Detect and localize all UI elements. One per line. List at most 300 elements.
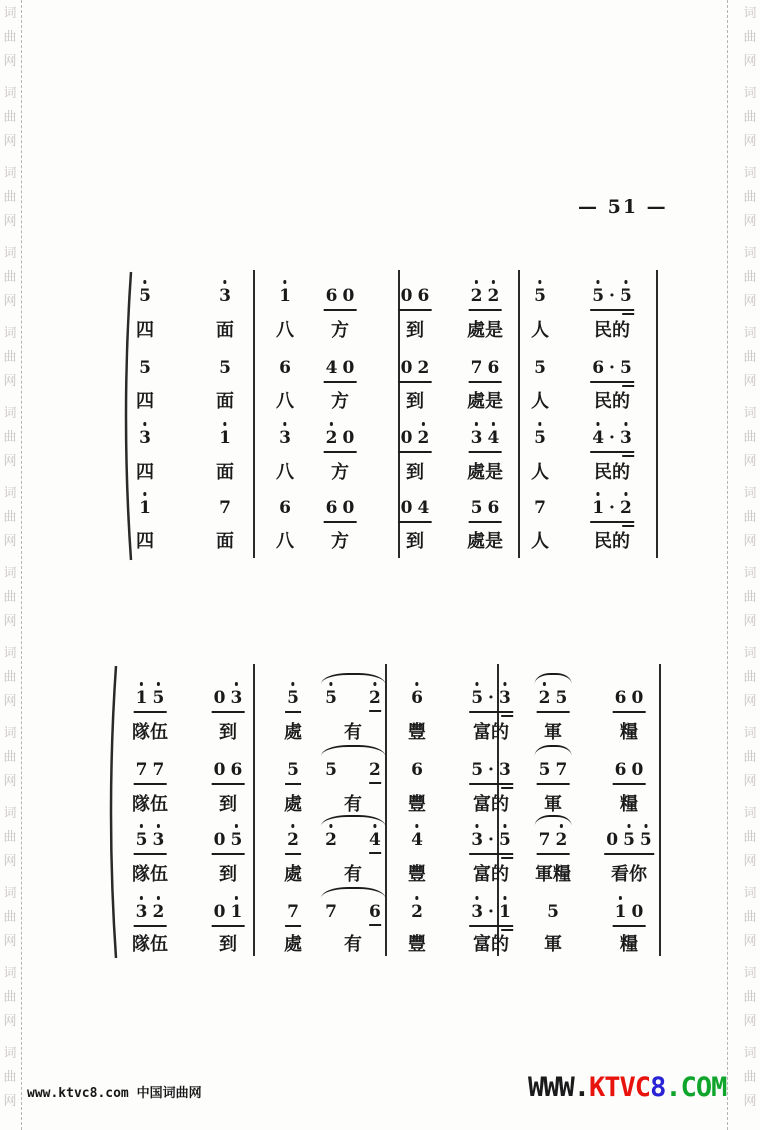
watermark-char: 网 — [743, 1094, 757, 1109]
beat-group — [469, 760, 513, 785]
logo-part: .COM — [665, 1072, 727, 1103]
beat-group — [613, 760, 646, 785]
note-cell — [285, 688, 301, 713]
watermark-char: 曲 — [743, 830, 757, 845]
octave-dot — [503, 682, 507, 686]
octave-dot — [503, 824, 507, 828]
beat-group — [399, 428, 432, 453]
note-cell — [324, 498, 357, 523]
watermark-char: 词 — [743, 246, 757, 261]
note-cell — [217, 498, 233, 518]
note-char: 5 — [470, 498, 483, 518]
note-cell — [212, 830, 245, 855]
watermark-char: 网 — [743, 934, 757, 949]
note-char: 1 — [139, 499, 151, 518]
note-char: 0 — [342, 498, 355, 518]
note-char: 5 — [139, 358, 151, 378]
watermark-group — [740, 82, 760, 154]
note-char: 5 — [534, 358, 546, 378]
watermark-column-left — [0, 0, 20, 1130]
watermark-char: 曲 — [3, 1070, 17, 1085]
note-cell — [590, 286, 634, 311]
watermark-char: 网 — [3, 54, 17, 69]
note-cell — [469, 902, 513, 927]
note-char: 7 — [135, 760, 148, 780]
beat-group — [137, 428, 153, 448]
watermark-group — [0, 722, 20, 794]
beat-group — [324, 498, 357, 523]
octave-dot — [596, 422, 600, 426]
octave-dot — [475, 682, 479, 686]
note-char: 2 — [287, 831, 299, 850]
beat-group — [323, 688, 383, 712]
note-cell — [545, 902, 561, 922]
watermark-char: 网 — [3, 934, 17, 949]
final-barline — [659, 664, 661, 956]
system-brace — [103, 662, 119, 962]
watermark-char: 词 — [3, 966, 17, 981]
note-cell — [537, 760, 570, 785]
note-char: 2 — [369, 689, 381, 712]
note-cell — [409, 688, 425, 708]
watermark-char: 网 — [3, 534, 17, 549]
octave-dot — [157, 824, 161, 828]
beat-group — [137, 358, 153, 378]
lyric-cell: 軍糧 — [535, 864, 571, 885]
slur-arc — [321, 745, 385, 756]
watermark-char: 曲 — [3, 430, 17, 445]
lyric-cell: 面 — [216, 462, 234, 483]
note-cell — [532, 358, 548, 378]
octave-dot — [475, 896, 479, 900]
beat-group — [399, 358, 432, 383]
lyric-cell: 四 — [136, 320, 154, 341]
beat-group — [469, 286, 502, 311]
watermark-char: 词 — [3, 166, 17, 181]
note-char: 3 — [139, 429, 151, 448]
octave-dot — [415, 824, 419, 828]
note-cell — [134, 688, 167, 713]
note-char: 5 — [547, 902, 559, 922]
note-char: 2 — [471, 287, 483, 306]
octave-dot — [644, 824, 648, 828]
lyric-cell: 豐 — [408, 864, 426, 885]
watermark-char: 词 — [743, 966, 757, 981]
lyric-cell: 隊伍 — [132, 934, 168, 955]
octave-dot — [415, 896, 419, 900]
watermark-char: 网 — [743, 774, 757, 789]
beat-group — [469, 688, 513, 713]
note-char: 7 — [219, 498, 231, 518]
lyric-cell: 有 — [344, 722, 362, 743]
note-cell — [469, 428, 502, 453]
lyric-cell: 隊伍 — [132, 794, 168, 815]
note-char: 0 — [342, 358, 355, 378]
note-char: 3 — [471, 903, 483, 922]
note-cell — [590, 428, 634, 453]
octave-dot — [475, 824, 479, 828]
note-char: · — [609, 498, 615, 518]
barline — [253, 270, 255, 558]
lyric-cell: 到 — [406, 320, 424, 341]
beat-group — [399, 286, 432, 311]
octave-dot — [596, 492, 600, 496]
lyric-cell: 到 — [219, 794, 237, 815]
note-char: 0 — [631, 688, 644, 708]
watermark-char: 词 — [743, 326, 757, 341]
lyric-cell: 方 — [331, 391, 349, 412]
lyric-cell: 到 — [219, 722, 237, 743]
lyric-cell: 軍 — [544, 934, 562, 955]
watermark-char: 曲 — [3, 30, 17, 45]
note-char: 6 — [592, 358, 605, 378]
slur-arc — [535, 815, 572, 826]
lyric-cell: 富的 — [473, 934, 509, 955]
octave-dot — [422, 422, 426, 426]
note-cell — [277, 428, 293, 448]
octave-dot — [223, 422, 227, 426]
watermark-char: 曲 — [3, 110, 17, 125]
watermark-group — [740, 882, 760, 954]
lyric-cell: 人 — [531, 462, 549, 483]
note-char: · — [488, 760, 494, 780]
slur-arc — [321, 887, 385, 898]
beat-group — [323, 830, 383, 854]
lyric-cell: 隊伍 — [132, 722, 168, 743]
note-char: 3 — [231, 689, 243, 708]
note-cell — [212, 760, 245, 785]
note-char: 6 — [614, 760, 627, 780]
watermark-char: 曲 — [743, 750, 757, 765]
note-char: 2 — [539, 689, 551, 708]
watermark-char: 词 — [743, 566, 757, 581]
note-char: 5 — [325, 689, 337, 708]
watermark-group — [740, 802, 760, 874]
lyric-cell: 糧 — [620, 794, 638, 815]
beat-group — [212, 830, 245, 855]
watermark-char: 网 — [743, 294, 757, 309]
watermark-char: 曲 — [3, 830, 17, 845]
beat-group — [545, 902, 561, 922]
watermark-char: 词 — [743, 646, 757, 661]
note-char: 6 — [279, 358, 291, 378]
lyric-cell: 豐 — [408, 722, 426, 743]
note-char: 6 — [325, 498, 338, 518]
beat-group — [532, 428, 548, 448]
octave-dot — [157, 682, 161, 686]
beat-group — [285, 830, 301, 855]
note-char: 3 — [279, 429, 291, 448]
note-cell — [212, 688, 245, 713]
note-char: 1 — [592, 499, 604, 518]
watermark-char: 网 — [3, 134, 17, 149]
logo-part: 8 — [650, 1072, 666, 1103]
note-char: 2 — [418, 429, 430, 448]
note-char: 5 — [136, 831, 148, 850]
barline — [385, 664, 387, 956]
watermark-group — [0, 802, 20, 874]
beat-group — [409, 902, 425, 922]
note-char: 0 — [631, 760, 644, 780]
lyric-cell: 豐 — [408, 934, 426, 955]
note-cell — [537, 830, 570, 855]
note-cell — [134, 830, 167, 855]
footer-credit: www.ktvc8.com 中国词曲网 — [27, 1086, 202, 1101]
watermark-char: 网 — [743, 54, 757, 69]
note-char: 5 — [499, 831, 511, 850]
beat-group — [469, 358, 502, 383]
note-char: 0 — [606, 830, 619, 850]
lyric-cell: 有 — [344, 864, 362, 885]
page-number: — 51 — — [578, 196, 668, 218]
double-underline — [501, 787, 513, 789]
octave-dot — [143, 492, 147, 496]
beat-group — [590, 358, 634, 383]
note-char: 0 — [342, 286, 355, 306]
note-cell — [399, 286, 432, 311]
note-char: 2 — [153, 903, 165, 922]
beat-group — [613, 688, 646, 713]
beat-group — [469, 830, 513, 855]
music-system-1 — [118, 268, 666, 564]
beat-group — [217, 358, 233, 378]
watermark-group — [0, 1042, 20, 1114]
note-char: 4 — [417, 498, 430, 518]
watermark-group — [0, 162, 20, 234]
double-underline — [501, 715, 513, 717]
watermark-column-right — [740, 0, 760, 1130]
note-char: 2 — [488, 287, 500, 306]
note-cell — [285, 760, 301, 785]
octave-dot — [140, 682, 144, 686]
beat-group — [134, 902, 167, 927]
beat-group — [469, 428, 502, 453]
note-char: 0 — [400, 358, 413, 378]
beat-group — [324, 428, 357, 453]
watermark-char: 词 — [743, 166, 757, 181]
note-char: 5 — [287, 760, 299, 780]
note-cell — [532, 498, 548, 518]
note-char: 6 — [487, 358, 500, 378]
lyric-cell: 軍 — [544, 794, 562, 815]
watermark-char: 网 — [743, 854, 757, 869]
note-cell — [137, 286, 153, 306]
watermark-group — [0, 882, 20, 954]
beat-group — [323, 760, 383, 784]
lyric-cell: 八 — [276, 320, 294, 341]
lyric-cell: 到 — [219, 864, 237, 885]
note-char: 5 — [231, 831, 243, 850]
final-barline — [656, 270, 658, 558]
octave-dot — [624, 280, 628, 284]
note-char: 5 — [471, 760, 484, 780]
note-char: 7 — [555, 760, 568, 780]
beat-group — [217, 428, 233, 448]
note-cell — [277, 358, 293, 378]
note-char: 5 — [534, 429, 546, 448]
lyric-cell: 民的 — [594, 462, 630, 483]
right-dashed-border — [727, 0, 728, 1130]
note-cell — [137, 428, 153, 448]
beat-group — [134, 760, 167, 785]
octave-dot — [223, 280, 227, 284]
beat-group — [217, 286, 233, 306]
watermark-group — [740, 642, 760, 714]
watermark-char: 词 — [3, 566, 17, 581]
logo-part: KTVC — [589, 1072, 651, 1103]
watermark-char: 词 — [3, 806, 17, 821]
watermark-char: 曲 — [743, 990, 757, 1005]
watermark-char: 网 — [743, 134, 757, 149]
octave-dot — [235, 824, 239, 828]
watermark-char: 曲 — [743, 910, 757, 925]
beat-group — [217, 498, 233, 518]
note-char: 7 — [287, 902, 299, 922]
note-cell — [324, 286, 357, 311]
barline — [253, 664, 255, 956]
octave-dot — [140, 824, 144, 828]
octave-dot — [624, 492, 628, 496]
note-char: 3 — [498, 760, 511, 780]
note-char: 5 — [555, 688, 568, 708]
note-char: 6 — [279, 498, 291, 518]
note-char: 0 — [213, 688, 226, 708]
watermark-char: 网 — [3, 214, 17, 229]
beat-group — [537, 760, 570, 785]
note-char: 0 — [400, 428, 413, 448]
octave-dot — [624, 422, 628, 426]
note-cell — [399, 428, 432, 453]
note-cell — [324, 428, 357, 453]
note-char: 5 — [153, 689, 165, 708]
note-char: 2 — [417, 358, 430, 378]
watermark-char: 词 — [3, 326, 17, 341]
lyric-cell: 處 — [284, 794, 302, 815]
beat-group — [277, 498, 293, 518]
note-char: 5 — [592, 287, 604, 306]
note-char: 1 — [219, 429, 231, 448]
watermark-char: 词 — [3, 726, 17, 741]
note-cell — [532, 428, 548, 448]
lyric-cell: 富的 — [473, 864, 509, 885]
note-char: 7 — [538, 830, 551, 850]
barline — [518, 270, 520, 558]
beat-group — [212, 902, 245, 927]
lyric-cell: 到 — [406, 531, 424, 552]
note-char: 5 — [325, 760, 337, 780]
note-char: 0 — [342, 428, 355, 448]
note-char: 3 — [136, 903, 148, 922]
watermark-char: 词 — [3, 646, 17, 661]
lyric-cell: 八 — [276, 462, 294, 483]
beat-group — [590, 498, 634, 523]
note-char: 6 — [230, 760, 243, 780]
lyric-cell: 四 — [136, 391, 154, 412]
note-cell — [399, 358, 432, 383]
beat-group — [469, 902, 513, 927]
note-cell — [590, 358, 634, 383]
watermark-char: 词 — [3, 886, 17, 901]
note-cell — [137, 498, 153, 518]
note-cell — [469, 760, 513, 785]
note-cell — [285, 830, 301, 855]
lyric-cell: 軍 — [544, 722, 562, 743]
note-char: 0 — [213, 830, 226, 850]
watermark-char: 曲 — [743, 350, 757, 365]
lyric-cell: 到 — [219, 934, 237, 955]
beat-group — [399, 498, 432, 523]
double-underline — [501, 857, 513, 859]
beat-group — [613, 902, 646, 927]
note-char: 0 — [631, 902, 644, 922]
watermark-group — [740, 162, 760, 234]
lyric-cell: 面 — [216, 531, 234, 552]
note-char: · — [488, 688, 494, 708]
lyric-cell: 富的 — [473, 722, 509, 743]
watermark-group — [0, 2, 20, 74]
note-cell — [324, 358, 357, 383]
note-char: 5 — [619, 358, 632, 378]
lyric-cell: 方 — [331, 462, 349, 483]
beat-group — [277, 286, 293, 306]
watermark-char: 网 — [3, 454, 17, 469]
note-char: 6 — [325, 286, 338, 306]
note-cell — [537, 688, 570, 713]
lyric-cell: 處是 — [467, 391, 503, 412]
watermark-group — [0, 402, 20, 474]
watermark-char: 词 — [743, 1046, 757, 1061]
watermark-char: 网 — [3, 854, 17, 869]
watermark-char: 词 — [743, 806, 757, 821]
lyric-cell: 處是 — [467, 462, 503, 483]
watermark-char: 曲 — [3, 350, 17, 365]
slur-arc — [321, 815, 385, 826]
note-char: 5 — [538, 760, 551, 780]
note-char: 5 — [287, 689, 299, 708]
note-cell — [277, 498, 293, 518]
beat-group — [212, 688, 245, 713]
watermark-group — [740, 402, 760, 474]
octave-dot — [157, 896, 161, 900]
note-cell — [532, 286, 548, 306]
watermark-group — [0, 962, 20, 1034]
watermark-char: 词 — [743, 86, 757, 101]
note-char: 1 — [615, 903, 627, 922]
octave-dot — [283, 422, 287, 426]
watermark-group — [0, 82, 20, 154]
lyric-cell: 糧 — [620, 934, 638, 955]
beat-group — [212, 760, 245, 785]
watermark-char: 曲 — [743, 270, 757, 285]
lyric-cell: 人 — [531, 391, 549, 412]
note-char: 7 — [534, 498, 546, 518]
watermark-group — [0, 242, 20, 314]
beat-group — [532, 358, 548, 378]
lyric-cell: 四 — [136, 462, 154, 483]
note-char: · — [609, 286, 615, 306]
lyric-cell: 處 — [284, 864, 302, 885]
octave-dot — [492, 422, 496, 426]
lyric-cell: 富的 — [473, 794, 509, 815]
note-char: 2 — [556, 831, 568, 850]
watermark-char: 网 — [3, 614, 17, 629]
octave-dot — [503, 896, 507, 900]
lyric-cell: 八 — [276, 391, 294, 412]
watermark-group — [0, 562, 20, 634]
lyric-cell: 人 — [531, 320, 549, 341]
note-char: 2 — [325, 831, 337, 850]
watermark-char: 曲 — [743, 1070, 757, 1085]
